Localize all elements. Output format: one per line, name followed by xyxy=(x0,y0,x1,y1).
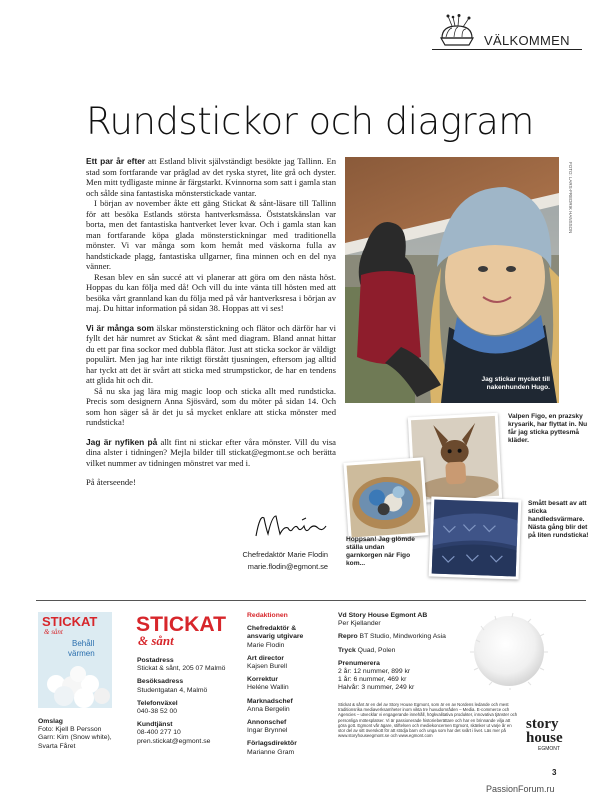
photo-credit xyxy=(564,160,572,280)
svg-text:värmen: värmen xyxy=(68,649,95,658)
caption-figo: Valpen Figo, en prazsky krysarik, har flyttat in. Nu får jag sticka pyttesmå kläder. xyxy=(508,413,588,444)
caption-hugo: Jag stickar mycket till nakenhunden Hugo. xyxy=(481,376,550,391)
signature xyxy=(252,508,332,544)
header-rule xyxy=(432,49,582,50)
svg-text:& sånt: & sånt xyxy=(138,633,174,648)
paragraph: Ett par år efter att Estland blivit självständigt besökte jag Tallinn. En stad som fortfarande var präglad av det ryska styret, lite grå och dyster. Men mitt tydligaste minne är färgstarkt. Kvinnorna som satt i gamla stan och sålde sina fantastiska mönsterstickade vantar. xyxy=(86,156,336,198)
page-number: 3 xyxy=(552,768,557,777)
svg-text:story: story xyxy=(526,716,559,732)
stickat-logo xyxy=(136,611,232,651)
watermark: PassionForum.ru xyxy=(486,784,555,794)
divider xyxy=(36,600,586,601)
svg-text:house: house xyxy=(526,730,563,746)
page-title: Rundstickor och diagram xyxy=(86,100,534,143)
editorial-text xyxy=(86,156,336,488)
story-house-logo xyxy=(524,714,580,752)
paragraph: I början av november åkte ett gäng Stickat & sånt-läsare till Tallinn för att besöka Estlands största hantverksmässa. Öststatskänslan var borta, men det fantastiska hantverket lever kvar. Och i gamla stan kan man fortfarande köpa glada mönsterstickningar med traditionella mönster. Vi var många som kom hemåt med väskorna fulla av handstickade plagg, fantastiska ullgarner, fina minnen och en del nya vänner. xyxy=(86,198,336,271)
legal-text: Stickat & sånt är en del av Story House Egmont, som är en av Nordens ledande och mest traditionsrika mediaverksamheter inom vikta tre huvudområden – Media. E-commerce och Agencies – utvecklar vi engagerande innehåll, högkvalitativa produkter, innovativa tjänster och personliga mötesplatser. Vi är passionerade historieberättare och har en brinnande vilja att göra gott. Egmont vår ägare, stiftelsen och mediekoncernen Egmont, skänker ut varje år en stor del av sitt överskott för att stödja barn och unga som har det svårt i livet. Läs mer på www.storyhouseegmont.se och www.egmont.com xyxy=(338,702,518,739)
svg-text:FOTO: LARS-FREDRIK HANSSON: FOTO: LARS-FREDRIK HANSSON xyxy=(568,162,573,234)
svg-text:& sånt: & sånt xyxy=(44,628,63,636)
lead-in: Jag är nyfiken på xyxy=(86,436,158,447)
editorial-staff: Redaktionen Chefredaktör & ansvarig utgivare Marie Flodin Art director Kajsen Burell Korrektur Heléne Wallin Marknadschef Anna Bergelin Annonschef Ingar Brynnel Förlagsdirektör Marianne Gram xyxy=(247,612,304,756)
paragraph: Jag är nyfiken på allt fint ni stickar efter våra mönster. Vill du visa dina alster i tidningen? Mejla bilder till stickat@egmont.se och berätta vilket nummer av tidningen mönstret var med i. xyxy=(86,436,336,468)
contact-column: Postadress Stickat & sånt, 205 07 Malmö Besöksadress Studentgatan 4, Malmö Telefonväxel 040-38 52 00 Kundtjänst 08-400 277 10 pren.stickat@egmont.se xyxy=(137,657,226,745)
svg-text:STICKAT: STICKAT xyxy=(42,614,98,629)
cover-credits: Omslag Foto: Kjell B Persson Garn: Kim (Snow white), Svarta Fåret xyxy=(38,718,112,750)
basket-photo xyxy=(343,457,428,540)
svg-text:Behåll: Behåll xyxy=(72,639,95,648)
lead-in: Vi är många som xyxy=(86,322,154,333)
paragraph: Så nu ska jag lära mig magic loop och sticka allt med rundsticka. Precis som designern Anna Sjösvärd, som du möter på sidan 14. Och som hon säger så är det ju så mycket enklare att sticka mönster med rundsticka! xyxy=(86,385,336,427)
caption-smatt: Smått besatt av att sticka handledsvärmare. Nästa gång blir det på liten rundsticka! xyxy=(528,500,589,539)
signature-role: Chefredaktör Marie Flodin xyxy=(242,550,328,559)
paragraph: Resan blev en sån succé att vi planerar att göra om den nästa höst. Hoppas du kan följa med då! Och vill du inte vänta till hösten med att besöka vårt grannland kan du följa med på vår hantverksresa i början av maj. Du hittar information på sidan 38. Hoppas att vi ses! xyxy=(86,271,336,313)
signature-email: marie.flodin@egmont.se xyxy=(247,562,328,571)
svg-text:STICKAT: STICKAT xyxy=(136,613,227,636)
lead-in: Ett par år efter xyxy=(86,156,146,166)
svg-text:EGMONT: EGMONT xyxy=(538,746,560,752)
closing: På återseende! xyxy=(86,477,136,487)
pincushion-icon xyxy=(432,14,482,52)
paragraph: Vi är många som älskar mönsterstickning och flätor och därför har vi fyllt det här numret av Stickat & sånt med diagram. Bland annat hittar du ett par fina sockor med dubbla flätor. Just att sticka sockor är väldigt populärt. Men jag har inte riktigt förstått tjusningen, eftersom jag alltid har tyckt att det är svårt att sticka med strumpstickor, de har en tendens att glida hit och dit. xyxy=(86,322,336,385)
magazine-cover xyxy=(38,612,112,708)
section-label: VÄLKOMMEN xyxy=(484,33,570,48)
wristwarmer-photo xyxy=(429,496,522,579)
publisher-column: Vd Story House Egmont AB Per Kjellander Repro BT Studio, Mindworking Asia Tryck Quad, Polen Prenumerera 2 år: 12 nummer, 899 kr 1 år: 6 nummer, 469 kr Halvår: 3 nummer, 249 kr xyxy=(338,612,446,692)
caption-hoppsan: Hoppsan! Jag glömde ställa undan garnkorgen när Figo kom... xyxy=(346,536,415,567)
main-photo xyxy=(345,157,559,403)
pompom-image xyxy=(468,612,550,690)
